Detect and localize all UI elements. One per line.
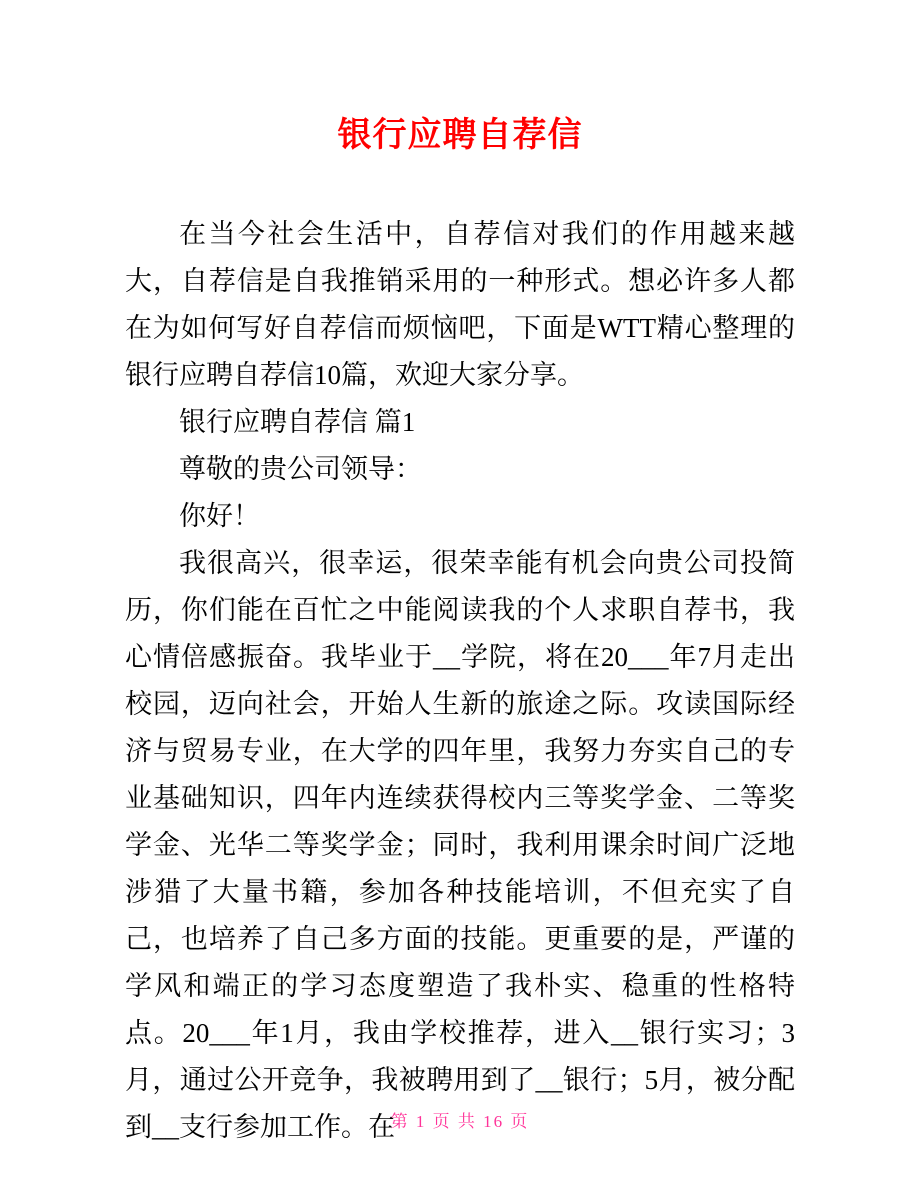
document-title: 银行应聘自荐信	[337, 116, 583, 154]
paragraph-letter-body: 我很高兴，很幸运，很荣幸能有机会向贵公司投简历，你们能在百忙之中能阅读我的个人求职自荐书，我心情倍感振奋。我毕业于__学院，将在20___年7月走出校园，迈向社会，开始人生新的旅途之际。攻读国际经济与贸易专业，在大学的四年里，我努力夯实自己的专业基础知识，四年内连续获得校内三等奖学金、二等奖学金、光华二等奖学金；同时，我利用课余时间广泛地涉猎了大量书籍，参加各种技能培训，不但充实了自己，也培养了自己多方面的技能。更重要的是，严谨的学风和端正的学习态度塑造了我朴实、稳重的性格特点。20___年1月，我由学校推荐，进入__银行实习；3月，通过公开竞争，我被聘用到了__银行；5月，被分配到__支行参加工作。在	[125, 548, 795, 1142]
paragraph-section-heading: 银行应聘自荐信 篇1	[179, 407, 416, 437]
page-footer	[0, 1110, 920, 1134]
paragraph-intro: 在当今社会生活中，自荐信对我们的作用越来越大，自荐信是自我推销采用的一种形式。想必许多人都在为如何写好自荐信而烦恼吧，下面是WTT精心整理的银行应聘自荐信10篇，欢迎大家分享。	[125, 219, 795, 390]
page-number-label: 第 1 页 共 16 页	[390, 1112, 530, 1131]
paragraph-salutation: 尊敬的贵公司领导：	[179, 454, 422, 484]
paragraph-greeting: 你好！	[179, 501, 260, 531]
document-body	[125, 211, 795, 1151]
